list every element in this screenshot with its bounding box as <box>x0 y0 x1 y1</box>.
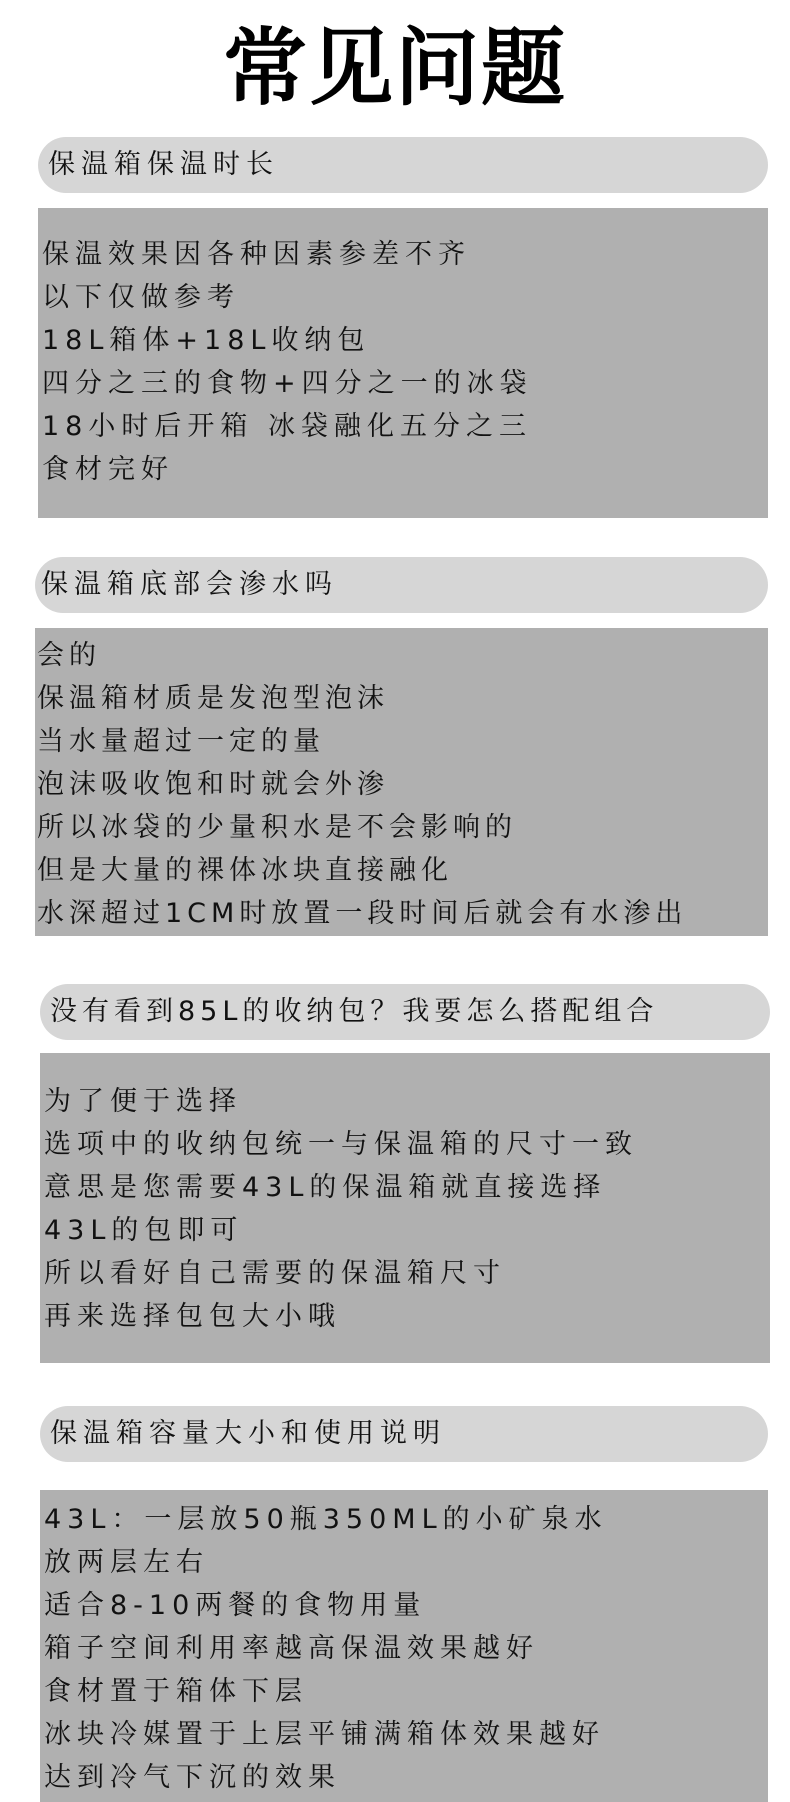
answer-line: 当水量超过一定的量 <box>37 726 325 757</box>
faq-question-2: 保温箱底部会渗水吗 <box>35 557 768 613</box>
answer-line: 泡沫吸收饱和时就会外渗 <box>37 769 389 800</box>
answer-line: 所以看好自己需要的保温箱尺寸 <box>44 1258 506 1289</box>
answer-line: 18小时后开箱 冰袋融化五分之三 <box>42 411 532 442</box>
answer-line: 达到冷气下沉的效果 <box>44 1762 341 1793</box>
faq-answer-2 <box>35 628 768 936</box>
answer-line: 食材置于箱体下层 <box>44 1676 308 1707</box>
answer-line: 再来选择包包大小哦 <box>44 1301 341 1332</box>
answer-line: 适合8-10两餐的食物用量 <box>44 1590 427 1621</box>
answer-line: 以下仅做参考 <box>42 282 240 313</box>
answer-line: 保温箱材质是发泡型泡沫 <box>37 683 389 714</box>
answer-line: 18L箱体+18L收纳包 <box>42 325 371 356</box>
answer-line: 为了便于选择 <box>44 1086 242 1117</box>
answer-line: 意思是您需要43L的保温箱就直接选择 <box>44 1172 607 1203</box>
answer-line: 食材完好 <box>42 454 174 485</box>
faq-answer-1 <box>38 208 768 518</box>
answer-line: 放两层左右 <box>44 1547 209 1578</box>
answer-line: 所以冰袋的少量积水是不会影响的 <box>37 812 517 843</box>
answer-line: 会的 <box>37 640 101 671</box>
answer-line: 水深超过1CM时放置一段时间后就会有水渗出 <box>37 898 688 929</box>
answer-line: 选项中的收纳包统一与保温箱的尺寸一致 <box>44 1129 638 1160</box>
answer-line: 保温效果因各种因素参差不齐 <box>42 239 471 270</box>
answer-line: 冰块冷媒置于上层平铺满箱体效果越好 <box>44 1719 605 1750</box>
answer-line: 43L的包即可 <box>44 1215 244 1246</box>
faq-question-3: 没有看到85L的收纳包？我要怎么搭配组合 <box>40 984 770 1040</box>
faq-question-4: 保温箱容量大小和使用说明 <box>40 1406 768 1462</box>
answer-line: 但是大量的裸体冰块直接融化 <box>37 855 453 886</box>
page-title: 常见问题 <box>222 19 567 117</box>
answer-line: 箱子空间利用率越高保温效果越好 <box>44 1633 539 1664</box>
faq-answer-3 <box>40 1053 770 1363</box>
faq-question-1: 保温箱保温时长 <box>38 137 768 193</box>
faq-answer-4 <box>40 1490 768 1802</box>
answer-line: 四分之三的食物+四分之一的冰袋 <box>42 368 533 399</box>
answer-line: 43L：一层放50瓶350ML的小矿泉水 <box>44 1504 608 1535</box>
